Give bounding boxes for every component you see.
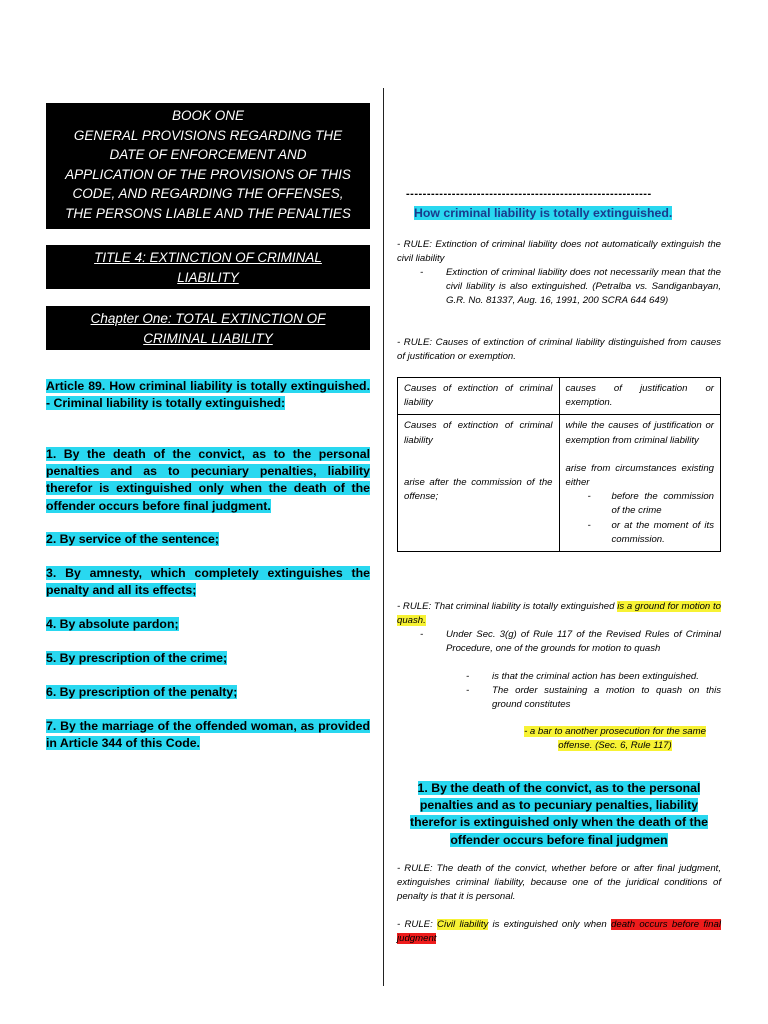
rule-3: - RULE: That criminal liability is totally extinguished is a ground for motion to quash. [397, 601, 721, 627]
chapter-one-header [46, 306, 370, 350]
rule-2: - RULE: Causes of extinction of criminal liability distinguished from causes of justification or exemption. [397, 337, 721, 363]
rule-3-sub-bullets: - is that the criminal action has been extinguished. - The order sustaining a motion to quash on this ground constitutes [466, 671, 721, 711]
causes-table [397, 377, 721, 552]
book-line: CODE, AND REGARDING THE OFFENSES, [72, 186, 344, 202]
rule-1-sub: - Extinction of criminal liability does not necessarily mean that the civil liability is also extinguished. (Petralba vs. Sandiganbayan, G.R. No. 81337, Aug. 16, 1991, 200 SCRA 644 649) [420, 267, 721, 307]
book-line: DATE OF ENFORCEMENT AND [109, 147, 307, 163]
table-header-cell: causes of justification or exemption. [559, 378, 721, 415]
title-4-header: TITLE 4: EXTINCTION OF CRIMINAL LIABILITY [46, 245, 370, 289]
rule-4: - RULE: The death of the convict, whether before or after final judgment, extinguishes criminal liability, because one of the juridical conditions of penalty is that it is personal. [397, 863, 721, 903]
chapter-title: Chapter One: TOTAL EXTINCTION OF CRIMINAL LIABILITY [90, 311, 326, 346]
rule-3-sub: - Under Sec. 3(g) of Rule 117 of the Revised Rules of Criminal Procedure, one of the grounds for motion to quash [420, 629, 721, 655]
section-heading: How criminal liability is totally extinguished. [414, 206, 673, 220]
rule-1: - RULE: Extinction of criminal liability does not automatically extinguish the civil liability [397, 239, 721, 265]
separator-dashes: ----------------------------------------------------------- [406, 188, 652, 200]
article-item-3: 3. By amnesty, which completely extinguishes the penalty and all its effects; [46, 566, 370, 598]
right-item-1: 1. By the death of the convict, as to the personal penalties and as to pecuniary penalties, liability therefor is extinguished only when the death of the offender occurs before final judgmen [410, 781, 708, 847]
rule-3-bar-note: - a bar to another prosecution for the same offense. (Sec. 6, Rule 117) [524, 726, 706, 752]
article-item-7: 7. By the marriage of the offended woman, as provided in Article 344 of this Code. [46, 719, 370, 751]
rule-5: - RULE: Civil liability is extinguished only when death occurs before final judgment [397, 919, 721, 945]
book-line: BOOK ONE [171, 108, 244, 123]
article-intro: Article 89. How criminal liability is totally extinguished. - Criminal liability is totally extinguished: [46, 379, 370, 411]
article-item-5: 5. By prescription of the crime; [46, 651, 228, 665]
book-line: GENERAL PROVISIONS REGARDING THE [73, 127, 343, 143]
column-divider [383, 88, 384, 986]
article-item-1: 1. By the death of the convict, as to the personal penalties and as to pecuniary penalties, liability therefor is extinguished only when the death of the offender occurs before final judgment. [46, 447, 370, 513]
table-cell: while the causes of justification or exemption from criminal liability arise from circumstances existing either - before the commission of the crime - or at the moment of its commission. [559, 415, 721, 552]
book-line: THE PERSONS LIABLE AND THE PENALTIES [65, 205, 351, 221]
book-line: APPLICATION OF THE PROVISIONS OF THIS [65, 166, 351, 182]
table-cell: Causes of extinction of criminal liability arise after the commission of the offense; [398, 415, 560, 552]
article-item-6: 6. By prescription of the penalty; [46, 685, 238, 699]
article-item-2: 2. By service of the sentence; [46, 532, 219, 546]
book-one-header [46, 103, 370, 229]
table-header-cell: Causes of extinction of criminal liability [398, 378, 560, 415]
article-item-4: 4. By absolute pardon; [46, 617, 179, 631]
